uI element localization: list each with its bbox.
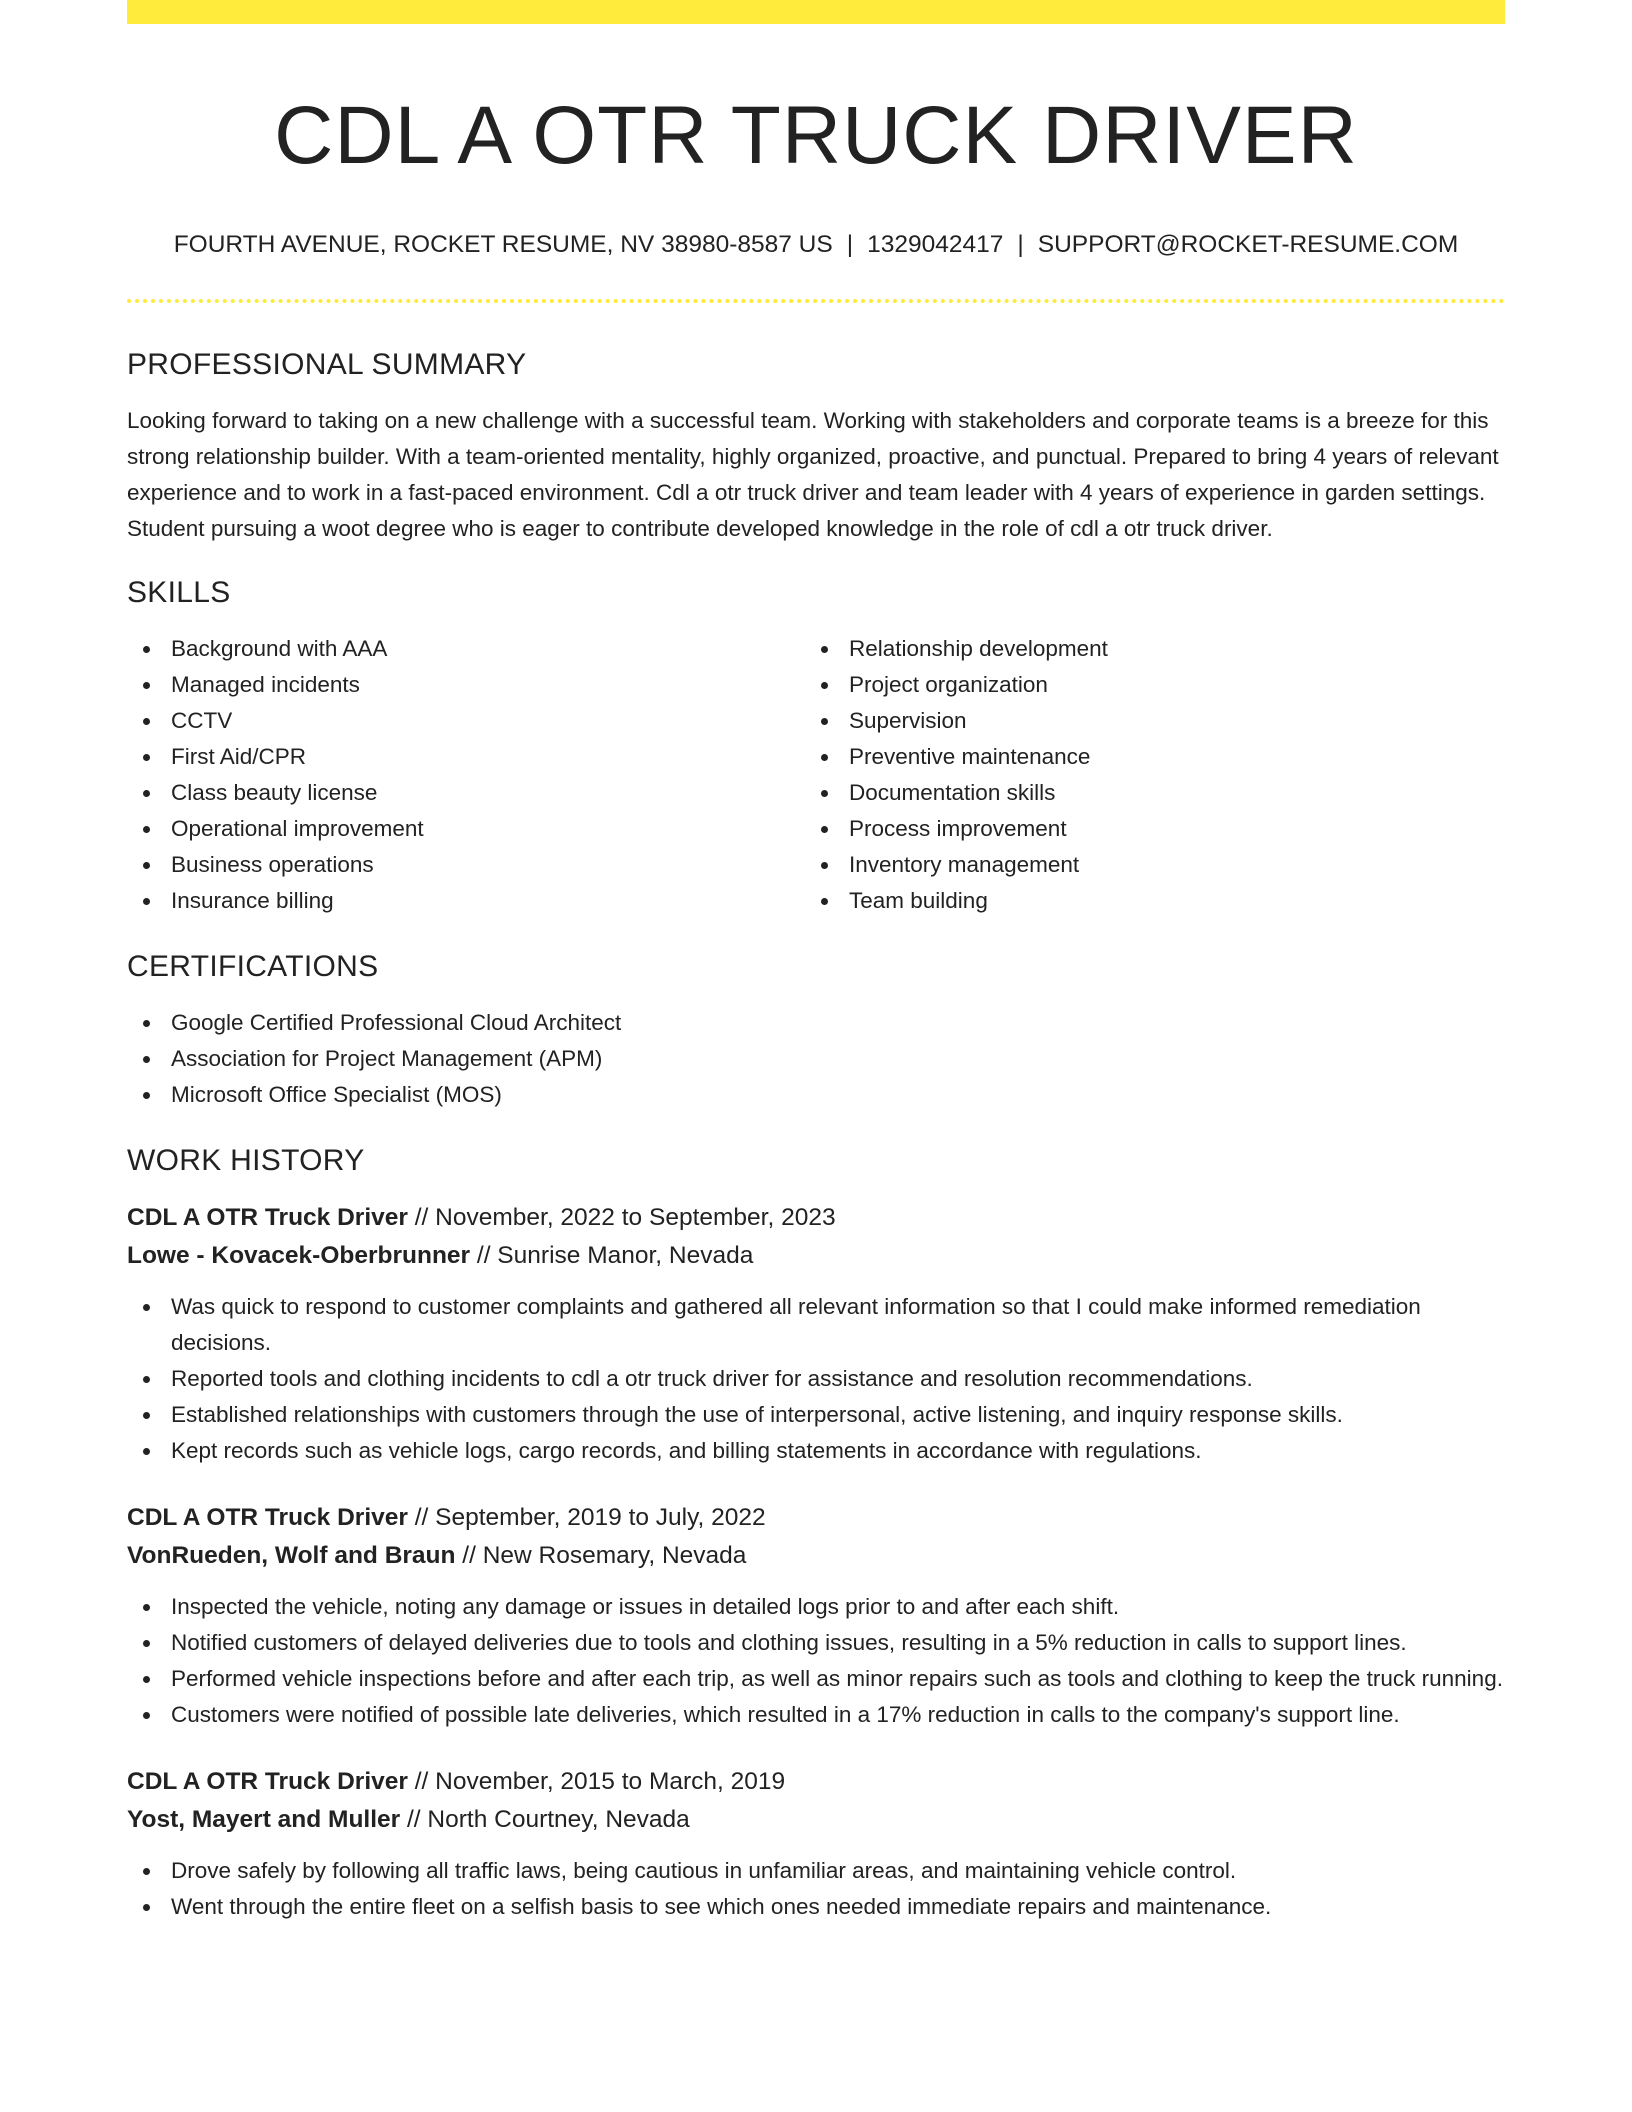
skills-heading: SKILLS: [127, 576, 231, 609]
list-item: Process improvement: [805, 811, 1483, 847]
job-bullets: [127, 1289, 1505, 1469]
skills-left-list: [127, 631, 805, 919]
contact-email: SUPPORT@ROCKET-RESUME.COM: [1037, 231, 1459, 258]
list-item: Microsoft Office Specialist (MOS): [127, 1077, 1505, 1113]
list-item: Established relationships with customers through the use of interpersonal, active listening, and inquiry response skills.: [127, 1397, 1505, 1433]
job-company-line: [127, 1537, 1505, 1575]
job-role: CDL A OTR Truck Driver: [127, 1768, 408, 1795]
list-item: Managed incidents: [127, 667, 805, 703]
list-item: Association for Project Management (APM): [127, 1041, 1505, 1077]
list-item: Drove safely by following all traffic laws, being cautious in unfamiliar areas, and maintaining vehicle control.: [127, 1853, 1505, 1889]
job-bullets: [127, 1853, 1505, 1925]
list-item: Inspected the vehicle, noting any damage or issues in detailed logs prior to and after each shift.: [127, 1589, 1505, 1625]
job-role: CDL A OTR Truck Driver: [127, 1204, 408, 1231]
certifications-list: [127, 1005, 1505, 1113]
list-item: Relationship development: [805, 631, 1483, 667]
list-item: Background with AAA: [127, 631, 805, 667]
job-location: // New Rosemary, Nevada: [462, 1542, 747, 1569]
summary-text: Looking forward to taking on a new challenge with a successful team. Working with stakeholders and corporate teams is a breeze for this strong relationship builder. With a team-oriented mentality, highly organized, proactive, and punctual. Prepared to bring 4 years of relevant experience and to work in a fast-paced environment. Cdl a otr truck driver and team leader with 4 years of experience in garden settings. Student pursuing a woot degree who is eager to contribute developed knowledge in the role of cdl a otr truck driver.: [127, 408, 1499, 541]
skills-left-column: [127, 631, 805, 919]
job-company: VonRueden, Wolf and Braun: [127, 1542, 456, 1569]
top-accent-bar: [127, 0, 1505, 24]
skills-columns: [127, 631, 1505, 919]
list-item: Kept records such as vehicle logs, cargo records, and billing statements in accordance with regulations.: [127, 1433, 1505, 1469]
job-bullets: [127, 1589, 1505, 1733]
list-item: CCTV: [127, 703, 805, 739]
list-item: Insurance billing: [127, 883, 805, 919]
list-item: Inventory management: [805, 847, 1483, 883]
contact-phone: 1329042417: [867, 231, 1004, 258]
job-company: Yost, Mayert and Muller: [127, 1806, 401, 1833]
list-item: Customers were notified of possible late deliveries, which resulted in a 17% reduction in calls to the company's support line.: [127, 1697, 1505, 1733]
work-history-heading: WORK HISTORY: [127, 1144, 365, 1177]
certifications-heading: CERTIFICATIONS: [127, 950, 379, 983]
skills-right-column: [805, 631, 1483, 919]
contact-line: [127, 225, 1505, 265]
job-title-line: [127, 1199, 1505, 1237]
list-item: Went through the entire fleet on a selfish basis to see which ones needed immediate repairs and maintenance.: [127, 1889, 1505, 1925]
list-item: Performed vehicle inspections before and after each trip, as well as minor repairs such as tools and clothing to keep the truck running.: [127, 1661, 1505, 1697]
contact-separator: |: [1017, 231, 1024, 258]
list-item: Business operations: [127, 847, 805, 883]
list-item: First Aid/CPR: [127, 739, 805, 775]
job-dates: // September, 2019 to July, 2022: [414, 1504, 766, 1531]
list-item: Project organization: [805, 667, 1483, 703]
job-dates: // November, 2015 to March, 2019: [414, 1768, 786, 1795]
list-item: Preventive maintenance: [805, 739, 1483, 775]
job-title-line: [127, 1763, 1505, 1801]
list-item: Was quick to respond to customer complaints and gathered all relevant information so that I could make informed remediation decisions.: [127, 1289, 1505, 1361]
list-item: Supervision: [805, 703, 1483, 739]
resume-page: [127, 0, 1505, 2112]
work-history-list: [127, 1199, 1505, 1925]
list-item: Team building: [805, 883, 1483, 919]
contact-address: FOURTH AVENUE, ROCKET RESUME, NV 38980-8587 US: [173, 231, 833, 258]
job-entry: [127, 1499, 1505, 1733]
list-item: Notified customers of delayed deliveries due to tools and clothing issues, resulting in a 5% reduction in calls to support lines.: [127, 1625, 1505, 1661]
job-title-line: [127, 1499, 1505, 1537]
job-company-line: [127, 1801, 1505, 1839]
resume-name: CDL A OTR TRUCK DRIVER: [274, 90, 1358, 181]
job-dates: // November, 2022 to September, 2023: [414, 1204, 836, 1231]
list-item: Google Certified Professional Cloud Architect: [127, 1005, 1505, 1041]
contact-separator: |: [846, 231, 854, 258]
list-item: Documentation skills: [805, 775, 1483, 811]
job-location: // North Courtney, Nevada: [407, 1806, 690, 1833]
job-location: // Sunrise Manor, Nevada: [476, 1242, 754, 1269]
job-company: Lowe - Kovacek-Oberbrunner: [127, 1242, 471, 1269]
job-entry: [127, 1199, 1505, 1469]
summary-heading: PROFESSIONAL SUMMARY: [127, 348, 527, 381]
job-role: CDL A OTR Truck Driver: [127, 1504, 408, 1531]
job-company-line: [127, 1237, 1505, 1275]
list-item: Class beauty license: [127, 775, 805, 811]
list-item: Reported tools and clothing incidents to cdl a otr truck driver for assistance and resolution recommendations.: [127, 1361, 1505, 1397]
list-item: Operational improvement: [127, 811, 805, 847]
skills-right-list: [805, 631, 1483, 919]
dotted-divider: [127, 299, 1505, 303]
job-entry: [127, 1763, 1505, 1925]
